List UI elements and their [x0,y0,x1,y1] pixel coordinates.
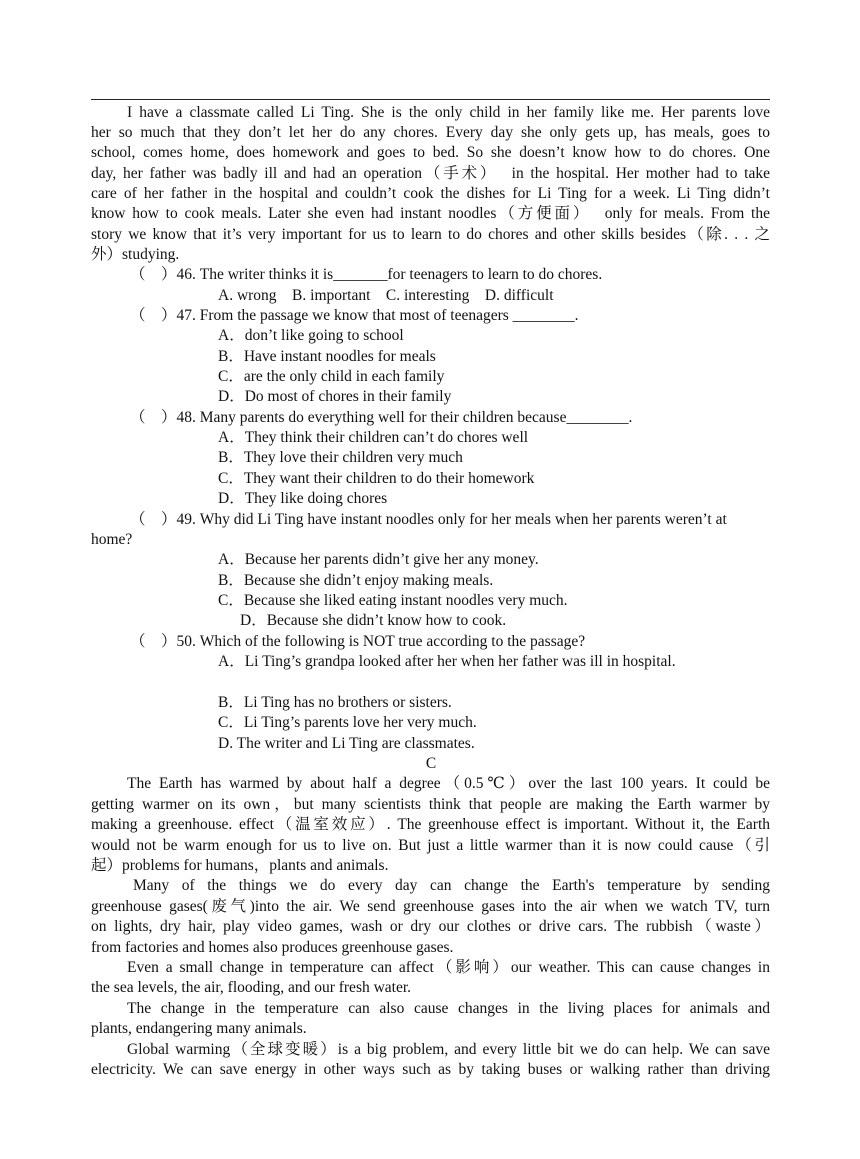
question-48-option-b: B．They love their children very much [218,449,463,466]
question-49-stem: （ ）49. Why did Li Ting have instant noodles only for her meals when her parents weren’t at [130,511,727,528]
question-49-option-c: C．Because she liked eating instant noodles very much. [218,592,568,609]
passage-c-line: electricity. We can save energy in other ways such as by taking buses or walking rather than driving [91,1061,770,1078]
passage-c-line: The Earth has warmed by about half a degree（0.5℃）over the last 100 years. It could be [127,775,770,792]
passage-b-line: her so much that they don’t let her do any chores. Every day she only gets up, has meals, goes to [91,124,770,141]
question-49-option-a: A．Because her parents didn’t give her any money. [218,551,539,568]
question-48-option-a: A．They think their children can’t do chores well [218,429,529,446]
question-50-option-b: B．Li Ting has no brothers or sisters. [218,694,452,711]
question-49-option-b: B．Because she didn’t enjoy making meals. [218,572,494,589]
passage-c-line: Global warming（全球变暖）is a big problem, and every little bit we do can help. We can save [127,1041,770,1058]
question-46-stem: （ ）46. The writer thinks it is_______for teenagers to learn to do chores. [130,266,603,283]
passage-c-line: getting warmer on its own，but many scientists think that people are making the Earth warmer by [91,796,770,813]
question-47-option-b: B．Have instant noodles for meals [218,348,436,365]
passage-c-line: Many of the things we do every day can change the Earth's temperature by sending [133,877,770,894]
question-47-option-d: D．Do most of chores in their family [218,388,452,405]
question-48-stem: （ ）48. Many parents do everything well for their children because________. [130,409,633,426]
passage-c-line: The change in the temperature can also cause changes in the living places for animals and [127,1000,770,1017]
question-50-option-d: D. The writer and Li Ting are classmates. [218,735,475,752]
passage-b-line: know how to cook meals. Later she even had instant noodles（方便面） only for meals. From the [91,205,770,222]
question-48-option-c: C．They want their children to do their homework [218,470,535,487]
question-47-stem: （ ）47. From the passage we know that most of teenagers ________. [130,307,579,324]
passage-c-line: would not be warm enough for us to live on. But just a little warmer than it is now could cause（引 [91,837,770,854]
passage-b-line: story we know that it’s very important for us to learn to do chores and other skills besides（除. . . 之 [91,226,770,243]
passage-c-line: greenhouse gases(废气)into the air. We send greenhouse gases into the air when we watch TV, turn [91,898,770,915]
passage-c-line: plants, endangering many animals. [91,1020,307,1037]
question-49-stem-continued: home? [91,531,133,548]
question-50-stem: （ ）50. Which of the following is NOT true according to the passage? [130,633,586,650]
question-47-option-a: A．don’t like going to school [218,327,404,344]
passage-c-line: 起）problems for humans，plants and animals. [91,857,389,874]
passage-c-line: the sea levels, the air, flooding, and our fresh water. [91,979,412,996]
question-48-option-d: D．They like doing chores [218,490,388,507]
passage-b-line: 外）studying. [91,246,180,263]
question-50-option-c: C．Li Ting’s parents love her very much. [218,714,477,731]
question-50-option-a: A．Li Ting’s grandpa looked after her when her father was ill in hospital. [218,653,676,670]
section-c-heading: C [425,755,437,772]
passage-c-line: making a greenhouse. effect（温室效应）. The greenhouse effect is important. Without it, the Earth [91,816,770,833]
question-49-option-d: D．Because she didn’t know how to cook. [240,612,507,629]
passage-c-line: on lights, dry hair, play video games, wash or dry our clothes or drive cars. The rubbish（waste） [91,918,770,935]
passage-b-line: day, her father was badly ill and had an operation（手术） in the hospital. Her mother had to take [91,165,770,182]
question-47-option-c: C．are the only child in each family [218,368,445,385]
header-rule [91,99,770,100]
passage-b-line: I have a classmate called Li Ting. She is the only child in her family like me. Her parents love [127,104,770,121]
passage-b-line: care of her father in the hospital and couldn’t cook the dishes for Li Ting for a week. Li Ting didn’t [91,185,770,202]
passage-b-line: school, comes home, does homework and goes to bed. So she doesn’t know how to do chores. One [91,144,770,161]
passage-c-line: Even a small change in temperature can affect（影响）our weather. This can cause changes in [127,959,770,976]
question-46-options: A. wrong B. important C. interesting D. difficult [218,287,554,304]
passage-c-line: from factories and homes also produces greenhouse gases. [91,939,454,956]
